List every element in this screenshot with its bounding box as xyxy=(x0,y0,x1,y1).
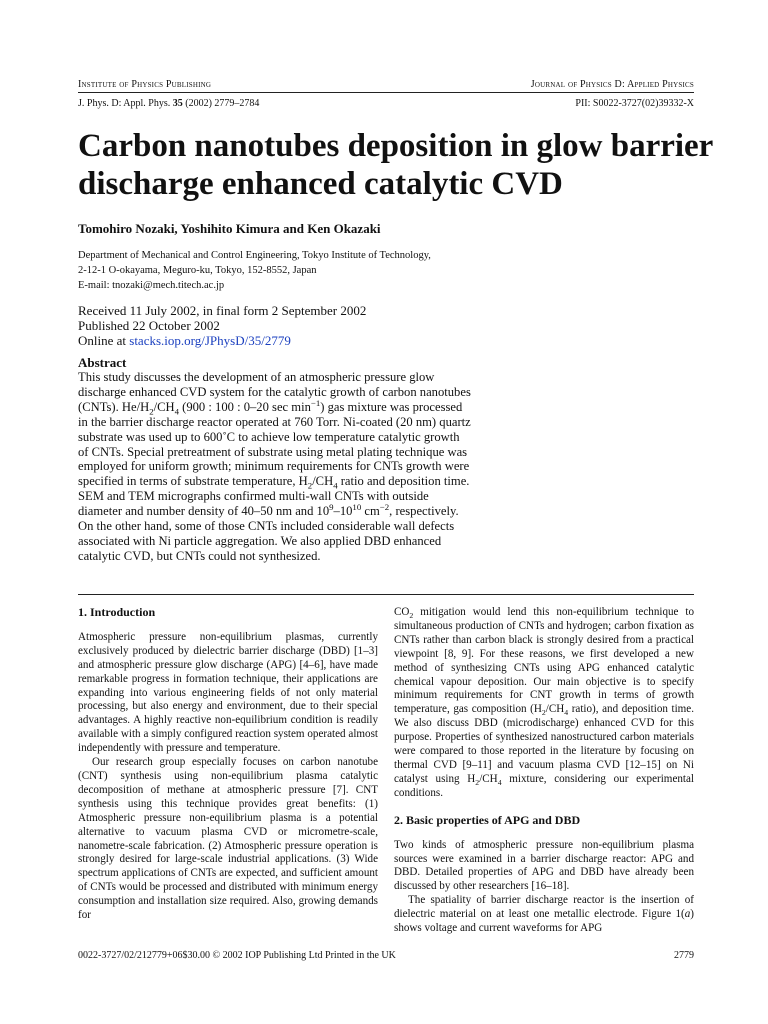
header-rule xyxy=(78,92,694,93)
section-2-heading: 2. Basic properties of APG and DBD xyxy=(394,812,581,827)
published-date: Published 22 October 2002 xyxy=(78,318,220,333)
section-rule xyxy=(78,594,694,595)
intro-heading: 1. Introduction xyxy=(78,605,156,619)
section-2-paragraph-1: Two kinds of atmospheric pressure non-equilibrium plasma sources were examined in a barrier discharge reactor: APG and DBD. Detailed properties of APG and DBD have already been discussed by other researchers [16–18]. xyxy=(394,838,694,893)
affiliation-line-2: 2-12-1 O-okayama, Meguro-ku, Tokyo, 152-8552, Japan xyxy=(78,265,317,276)
online-line: Online at stacks.iop.org/JPhysD/35/2779 xyxy=(78,333,291,348)
pii: PII: S0022-3727(02)39332-X xyxy=(575,98,694,109)
right-paragraph-1: $CO_2$ mitigation would lend this non-equilibrium technique to simultaneous production of CNTs and hydrogen; carbon fixation as CNTs rather than carbon black is strongly desired from a practical viewpoint [8, 9]. For these reasons, we first developed a new method of synthesizing CNTs using APG enhanced catalytic chemical vapour deposition. Our main objective is to specify minimum requirements for CNT growth in terms of growth temperature, gas composition ($H_2/CH_4$ ratio), and deposition time. We also discuss DBD (microdischarge) enhanced CVD for this purpose. Properties of synthesized nanostructured carbon materials were compared to those reported in the literature by focusing on thermal CVD [9–11] and vacuum plasma CVD [12–15] on Ni catalyst using $H_2/CH_4$ mixture, considering our experimental conditions. xyxy=(394,606,695,799)
journal-name: Journal of Physics D: Applied Physics xyxy=(530,79,694,90)
dates-block xyxy=(78,303,366,348)
paper-title: Carbon nanotubes deposition in glow barrier discharge enhanced catalytic CVD xyxy=(78,128,713,202)
affiliation xyxy=(78,248,678,278)
footer-copyright: 0022-3727/02/212779+06$30.00 © 2002 IOP Publishing Ltd Printed in the UK xyxy=(78,950,396,961)
affiliation-line-1: Department of Mechanical and Control Engineering, Tokyo Institute of Technology, xyxy=(78,250,431,261)
intro-paragraph-2: Our research group especially focuses on carbon nanotube (CNT) synthesis using non-equilibrium plasma catalytic decomposition of methane at atmospheric pressure [7]. CNT synthesis using this technique provides great benefits: (1) Atmospheric pressure non-equilibrium plasma is a potential alternative to vacuum plasma CVD or micrometre-scale, nanometre-scale fabrication. (2) Atmospheric pressure operation is strongly desired for large-scale industrial applications. (3) Wide spectrum applications of CNTs are expected, and sufficient amount of CNTs would be processed and distributed with minimum energy consumption and installation size required. Also, growing demands for xyxy=(78,756,378,922)
email: E-mail: tnozaki@mech.titech.ac.jp xyxy=(78,280,225,291)
abstract-body: This study discusses the development of an atmospheric pressure glow discharge enhanced CVD system for the catalytic growth of carbon nanotubes (CNTs). $He/H_2/CH_4$ (900 : 100 : 0–20 $\sec \min^{-1}$) gas mixture was processed in the barrier discharge reactor operated at 760 Torr. Ni-coated (20 nm) quartz substrate was used up to 600˚C to achieve low temperature catalytic growth of CNTs. Special pretreatment of substrate using metal plating technique was employed for uniform growth; minimum requirements for CNTs growth were specified in terms of substrate temperature, $H_2/CH_4$ ratio and deposition time. SEM and TEM micrographs confirmed multi-wall CNTs with outside diameter and number density of 40–50 nm and $10^9-10^{10}$ $cm^{-2}$, respectively. On the other hand, some of those CNTs included considerable wall defects associated with Ni particle aggregation. We also applied DBD enhanced catalytic CVD, but CNTs could not synthesized. xyxy=(78,370,471,563)
authors: Tomohiro Nozaki, Yoshihito Kimura and Ken Okazaki xyxy=(78,221,381,236)
abstract-heading: Abstract xyxy=(78,355,127,370)
left-column xyxy=(78,606,378,923)
citation: J. Phys. D: Appl. Phys. 35 (2002) 2779–2784 xyxy=(78,98,260,109)
section-2-paragraph-2: The spatiality of barrier discharge reactor is the insertion of dielectric material on at least one metallic electrode. Figure 1(a) shows voltage and current waveforms for APG xyxy=(394,894,694,935)
publisher-name: Institute of Physics Publishing xyxy=(78,79,212,90)
online-link[interactable]: stacks.iop.org/JPhysD/35/2779 xyxy=(129,333,291,348)
received-date: Received 11 July 2002, in final form 2 September 2002 xyxy=(78,303,367,318)
page-number: 2779 xyxy=(674,950,694,961)
right-column xyxy=(394,606,694,936)
intro-paragraph-1: Atmospheric pressure non-equilibrium plasmas, currently exclusively produced by dielectric barrier discharge (DBD) [1–3] and atmospheric pressure glow discharge (APG) [4–6], have made remarkable progress in formation technique, their applications are expanding into various engineering fields of not only material processing, but also energy and environment, due to their special advantages. A highly reactive non-equilibrium condition is readily available with a simply configured reaction system operated almost independently with pressure and temperature. xyxy=(78,630,378,755)
